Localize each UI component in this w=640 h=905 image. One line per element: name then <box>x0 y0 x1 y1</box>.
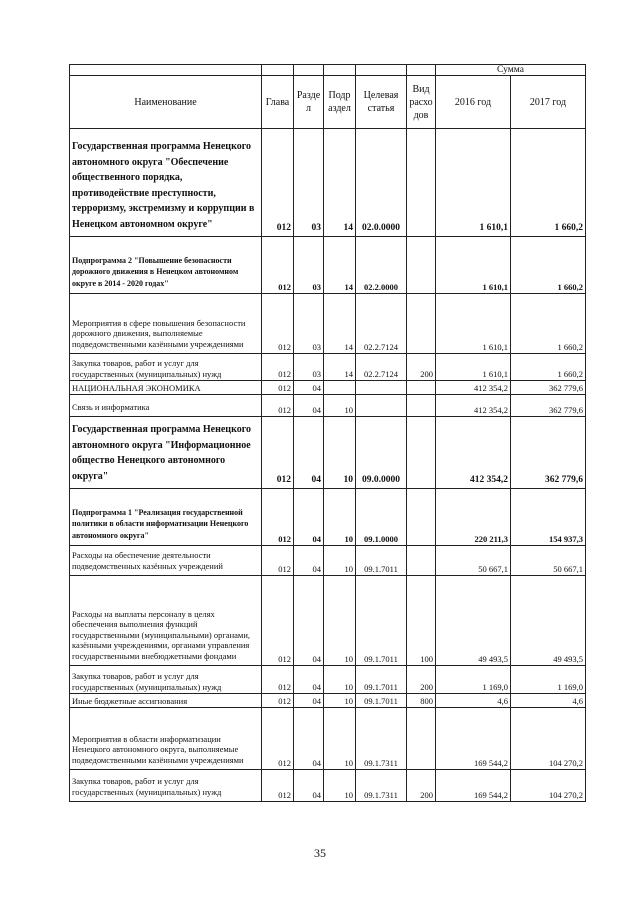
row-name: Расходы на выплаты персоналу в целях обеспечения выполнения функций государственными (муниципальными) органами, казёнными учреждениями, органами управления государственными внебюджетными фондами <box>70 576 262 666</box>
table-row <box>70 770 586 802</box>
row-2017: 104 270,2 <box>511 770 586 802</box>
row-razdel: 04 <box>294 489 324 546</box>
row-2016: 412 354,2 <box>436 395 511 417</box>
row-razdel: 04 <box>294 381 324 395</box>
row-vid <box>407 417 436 489</box>
row-2016: 1 610,1 <box>436 129 511 237</box>
row-2016: 1 610,1 <box>436 354 511 381</box>
row-2017: 1 169,0 <box>511 666 586 694</box>
row-2017: 1 660,2 <box>511 354 586 381</box>
row-article: 02.2.7124 <box>356 294 407 354</box>
row-glava: 012 <box>262 666 294 694</box>
row-razdel: 03 <box>294 294 324 354</box>
row-article <box>356 381 407 395</box>
row-2017: 104 270,2 <box>511 708 586 770</box>
row-glava: 012 <box>262 129 294 237</box>
table-row <box>70 294 586 354</box>
row-razdel: 03 <box>294 237 324 294</box>
row-podrazdel: 10 <box>324 489 356 546</box>
row-2017: 362 779,6 <box>511 417 586 489</box>
col-2017-header: 2017 год <box>511 76 586 129</box>
row-razdel: 03 <box>294 129 324 237</box>
row-podrazdel: 10 <box>324 576 356 666</box>
row-glava: 012 <box>262 354 294 381</box>
row-podrazdel: 10 <box>324 417 356 489</box>
row-razdel: 04 <box>294 546 324 576</box>
row-vid <box>407 129 436 237</box>
row-razdel: 04 <box>294 666 324 694</box>
row-name: Государственная программа Ненецкого автономного округа "Информационное общество Ненецкого автономного округа" <box>70 417 262 489</box>
row-glava: 012 <box>262 417 294 489</box>
row-2017: 4,6 <box>511 694 586 708</box>
table-row <box>70 694 586 708</box>
table-row <box>70 576 586 666</box>
row-2016: 220 211,3 <box>436 489 511 546</box>
row-2017: 362 779,6 <box>511 381 586 395</box>
row-article: 09.1.7011 <box>356 666 407 694</box>
table-row <box>70 666 586 694</box>
row-2016: 169 544,2 <box>436 770 511 802</box>
col-name-header: Наименование <box>70 76 262 129</box>
row-glava: 012 <box>262 708 294 770</box>
row-article: 02.2.7124 <box>356 354 407 381</box>
table-row <box>70 395 586 417</box>
row-article: 09.1.7311 <box>356 708 407 770</box>
row-podrazdel: 10 <box>324 708 356 770</box>
row-podrazdel: 10 <box>324 395 356 417</box>
row-2016: 1 610,1 <box>436 294 511 354</box>
row-vid: 100 <box>407 576 436 666</box>
row-2017: 154 937,3 <box>511 489 586 546</box>
row-glava: 012 <box>262 576 294 666</box>
row-glava: 012 <box>262 770 294 802</box>
col-glava-header: Глава <box>262 76 294 129</box>
row-article <box>356 395 407 417</box>
row-vid <box>407 489 436 546</box>
row-2016: 1 610,1 <box>436 237 511 294</box>
row-name: НАЦИОНАЛЬНАЯ ЭКОНОМИКА <box>70 381 262 395</box>
col-2016-header: 2016 год <box>436 76 511 129</box>
row-name: Иные бюджетные ассигнования <box>70 694 262 708</box>
row-glava: 012 <box>262 237 294 294</box>
row-article: 09.1.7311 <box>356 770 407 802</box>
row-article: 09.0.0000 <box>356 417 407 489</box>
row-article: 09.1.7011 <box>356 694 407 708</box>
col-vid-header: Вид расхо дов <box>407 76 436 129</box>
row-podrazdel: 10 <box>324 666 356 694</box>
row-vid: 200 <box>407 770 436 802</box>
row-podrazdel: 14 <box>324 354 356 381</box>
table-row <box>70 489 586 546</box>
row-podrazdel: 14 <box>324 129 356 237</box>
row-2017: 49 493,5 <box>511 576 586 666</box>
row-podrazdel: 14 <box>324 294 356 354</box>
row-name: Закупка товаров, работ и услуг для государственных (муниципальных) нужд <box>70 354 262 381</box>
col-razdel-header: Разде л <box>294 76 324 129</box>
row-2016: 50 667,1 <box>436 546 511 576</box>
row-razdel: 04 <box>294 576 324 666</box>
row-glava: 012 <box>262 546 294 576</box>
row-vid <box>407 381 436 395</box>
row-glava: 012 <box>262 694 294 708</box>
row-2016: 4,6 <box>436 694 511 708</box>
row-2017: 1 660,2 <box>511 294 586 354</box>
col-podrazdel-header: Подр аздел <box>324 76 356 129</box>
row-name: Мероприятия в области информатизации Ненецкого автономного округа, выполняемые подведомственными казёнными учреждениями <box>70 708 262 770</box>
row-article: 09.1.0000 <box>356 489 407 546</box>
row-name: Мероприятия в сфере повышения безопасности дорожного движения, выполняемые подведомственными казёнными учреждениями <box>70 294 262 354</box>
row-2017: 1 660,2 <box>511 129 586 237</box>
row-2016: 412 354,2 <box>436 381 511 395</box>
row-glava: 012 <box>262 489 294 546</box>
table-top-row <box>70 65 586 76</box>
row-name: Государственная программа Ненецкого автономного округа "Обеспечение общественного порядка, противодействие преступности, терроризму, экстремизму и коррупции в Ненецком автономном округе" <box>70 129 262 237</box>
row-name: Подпрограмма 2 "Повышение безопасности дорожного движения в Ненецком автономном округе в 2014 - 2020 годах" <box>70 237 262 294</box>
header-row <box>70 76 586 129</box>
row-2016: 49 493,5 <box>436 576 511 666</box>
row-article: 02.2.0000 <box>356 237 407 294</box>
row-vid: 200 <box>407 666 436 694</box>
row-article: 09.1.7011 <box>356 546 407 576</box>
row-name: Закупка товаров, работ и услуг для государственных (муниципальных) нужд <box>70 666 262 694</box>
row-2017: 362 779,6 <box>511 395 586 417</box>
row-2016: 169 544,2 <box>436 708 511 770</box>
row-podrazdel: 14 <box>324 237 356 294</box>
row-vid <box>407 546 436 576</box>
row-2017: 50 667,1 <box>511 546 586 576</box>
row-razdel: 04 <box>294 708 324 770</box>
table-row <box>70 417 586 489</box>
row-glava: 012 <box>262 395 294 417</box>
col-article-header: Целевая статья <box>356 76 407 129</box>
table-row <box>70 381 586 395</box>
table-row <box>70 354 586 381</box>
row-razdel: 04 <box>294 395 324 417</box>
row-2016: 1 169,0 <box>436 666 511 694</box>
row-vid: 800 <box>407 694 436 708</box>
table-row <box>70 129 586 237</box>
row-name: Связь и информатика <box>70 395 262 417</box>
row-name: Подпрограмма 1 "Реализация государственной политики в области информатизации Ненецкого автономного округа" <box>70 489 262 546</box>
table-row <box>70 546 586 576</box>
row-vid <box>407 237 436 294</box>
row-podrazdel: 10 <box>324 770 356 802</box>
row-glava: 012 <box>262 381 294 395</box>
row-name: Закупка товаров, работ и услуг для государственных (муниципальных) нужд <box>70 770 262 802</box>
row-razdel: 03 <box>294 354 324 381</box>
row-razdel: 04 <box>294 417 324 489</box>
table-row <box>70 237 586 294</box>
row-name: Расходы на обеспечение деятельности подведомственных казённых учреждений <box>70 546 262 576</box>
row-podrazdel: 10 <box>324 694 356 708</box>
row-vid <box>407 708 436 770</box>
row-glava: 012 <box>262 294 294 354</box>
page-number: 35 <box>314 846 326 860</box>
row-article: 09.1.7011 <box>356 576 407 666</box>
row-2017: 1 660,2 <box>511 237 586 294</box>
row-razdel: 04 <box>294 770 324 802</box>
row-vid <box>407 395 436 417</box>
row-article: 02.0.0000 <box>356 129 407 237</box>
row-2016: 412 354,2 <box>436 417 511 489</box>
row-podrazdel <box>324 381 356 395</box>
budget-table <box>69 64 586 802</box>
sum-header: Сумма <box>436 65 586 76</box>
row-podrazdel: 10 <box>324 546 356 576</box>
table-row <box>70 708 586 770</box>
row-vid <box>407 294 436 354</box>
row-razdel: 04 <box>294 694 324 708</box>
row-vid: 200 <box>407 354 436 381</box>
